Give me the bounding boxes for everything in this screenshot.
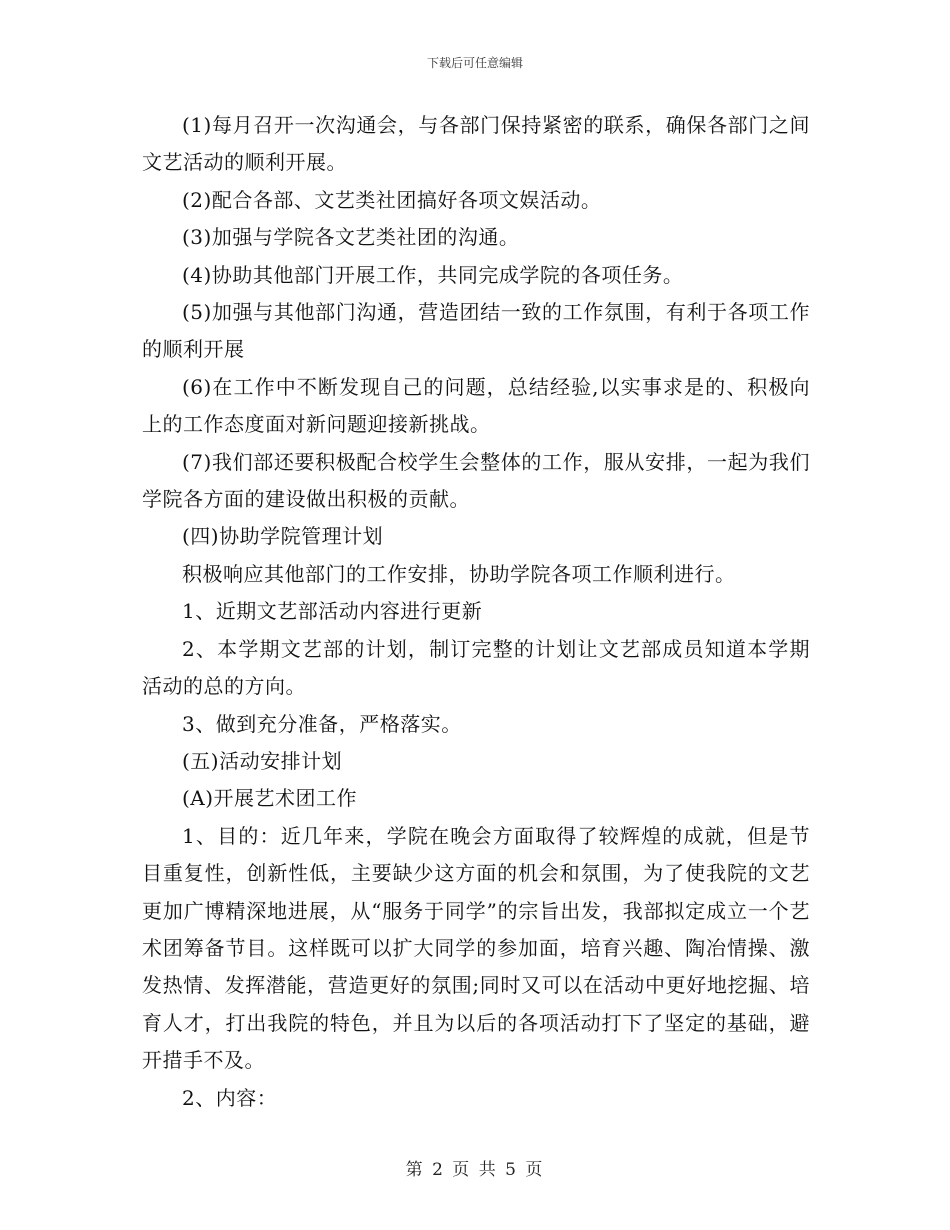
- paragraph: 积极响应其他部门的工作安排，协助学院各项工作顺利进行。: [182, 561, 736, 586]
- paragraph: (7)我们部还要积极配合校学生会整体的工作，服从安排，一起为我们学院各方面的建设做出积极的贡献。: [142, 449, 810, 512]
- page-header: 下载后可任意编辑: [426, 56, 523, 70]
- paragraph: 2、内容：: [182, 1085, 278, 1110]
- paragraph: (5)加强与其他部门沟通，营造团结一致的工作氛围，有利于各项工作的顺利开展: [142, 300, 810, 362]
- subsection-heading: (A)开展艺术团工作: [182, 786, 358, 811]
- page-number-footer: 第 2 页 共 5 页: [405, 1160, 545, 1180]
- paragraph: (1)每月召开一次沟通会，与各部门保持紧密的联系，确保各部门之间文艺活动的顺利开展。: [142, 113, 810, 175]
- paragraph: (4)协助其他部门开展工作，共同完成学院的各项任务。: [182, 262, 684, 287]
- paragraph: 1、目的：近几年来，学院在晚会方面取得了较辉煌的成就，但是节目重复性，创新性低，主要缺少这方面的机会和氛围，为了使我院的文艺更加广博精深地进展，从“服务于同学”的宗旨出发，我部拟定成立一个艺术团筹备节目。这样既可以扩大同学的参加面，培育兴趣、陶冶情操、激发热情、发挥潜能，营造更好的氛围;同时又可以在活动中更好地挖掘、培育人才，打出我院的特色，并且为以后的各项活动打下了坚定的基础，避开措手不及。: [142, 823, 810, 1073]
- list-item: 2、本学期文艺部的计划，制订完整的计划让文艺部成员知道本学期活动的总的方向。: [142, 636, 810, 699]
- paragraph: (2)配合各部、文艺类社团搞好各项文娱活动。: [182, 187, 602, 212]
- document-body: [142, 107, 810, 1117]
- section-heading: (四)协助学院管理计划: [182, 524, 384, 549]
- list-item: 3、做到充分准备，严格落实。: [182, 711, 462, 736]
- paragraph: (3)加强与学院各文艺类社团的沟通。: [182, 225, 520, 250]
- list-item: 1、近期文艺部活动内容进行更新: [182, 599, 483, 624]
- paragraph: (6)在工作中不断发现自己的问题，总结经验,以实事求是的、积极向上的工作态度面对新问题迎接新挑战。: [142, 374, 810, 437]
- section-heading: (五)活动安排计划: [182, 748, 343, 773]
